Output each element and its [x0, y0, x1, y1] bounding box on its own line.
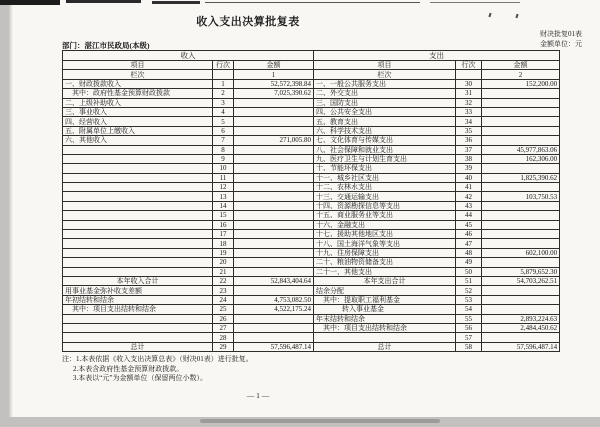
income-amount-cell: 52,572,398.84 — [234, 79, 314, 88]
expense-line-cell: 32 — [456, 98, 482, 107]
income-amount-cell — [234, 117, 314, 126]
expense-line-cell: 43 — [456, 201, 482, 210]
expense-line-cell: 33 — [456, 107, 482, 116]
expense-line-cell: 35 — [456, 126, 482, 135]
income-amount-cell — [234, 239, 314, 248]
expense-item-cell: 总计 — [314, 342, 456, 351]
table-row — [63, 276, 560, 285]
expense-line-cell: 47 — [456, 239, 482, 248]
income-line-cell: 28 — [213, 333, 234, 342]
table-row — [63, 211, 560, 220]
expense-line-cell: 53 — [456, 295, 482, 304]
scan-artifact — [152, 1, 200, 4]
expense-amount-cell: 45,977,863.06 — [482, 145, 560, 154]
expense-item-cell: 六、科学技术支出 — [314, 126, 456, 135]
income-item-cell — [63, 230, 213, 239]
income-line-cell: 19 — [213, 248, 234, 257]
income-item-cell: 其中：政府性基金预算财政拨款 — [63, 89, 213, 98]
income-line-header: 行次 — [213, 61, 234, 70]
expense-line-cell: 38 — [456, 154, 482, 163]
table-row — [63, 220, 560, 229]
amount-unit-label: 金额单位：元 — [540, 40, 582, 48]
expense-item-cell: 其中：提取职工福利基金 — [314, 295, 456, 304]
income-amount-cell — [234, 248, 314, 257]
expense-item-cell: 八、社会保障和就业支出 — [314, 145, 456, 154]
scan-artifact — [0, 0, 60, 5]
table-row — [63, 314, 560, 323]
scan-artifact — [66, 0, 141, 3]
income-line-cell: 14 — [213, 201, 234, 210]
expense-line-cell: 36 — [456, 136, 482, 145]
table-row — [63, 136, 560, 145]
income-line-cell: 24 — [213, 295, 234, 304]
income-amount-cell — [234, 126, 314, 135]
expense-line-cell: 57 — [456, 333, 482, 342]
income-amount-cell — [234, 211, 314, 220]
income-line-cell: 8 — [213, 145, 234, 154]
table-row — [63, 267, 560, 276]
expense-line-cell: 56 — [456, 323, 482, 332]
expense-item-cell: 十三、交通运输支出 — [314, 192, 456, 201]
income-item-cell: 总计 — [63, 342, 213, 351]
expense-item-cell: 十、节能环保支出 — [314, 164, 456, 173]
expense-colindex-blank — [456, 70, 482, 79]
expense-line-cell: 34 — [456, 117, 482, 126]
footnote-1: 注：1.本表依据《收入支出决算总表》（财决01表）进行批复。 — [62, 355, 253, 363]
paper-edge-shadow — [9, 0, 13, 417]
table-body — [63, 79, 560, 351]
income-line-cell: 20 — [213, 258, 234, 267]
income-item-cell — [63, 314, 213, 323]
table-row — [63, 239, 560, 248]
income-item-cell — [63, 192, 213, 201]
expense-amount-cell — [482, 286, 560, 295]
expense-amount-cell — [482, 183, 560, 192]
expense-line-cell: 55 — [456, 314, 482, 323]
expense-line-cell: 40 — [456, 173, 482, 182]
expense-line-cell: 49 — [456, 258, 482, 267]
expense-item-cell: 二、外交支出 — [314, 89, 456, 98]
expense-item-cell: 十六、金融支出 — [314, 220, 456, 229]
income-item-cell — [63, 239, 213, 248]
table-row — [63, 323, 560, 332]
table-row — [63, 305, 560, 314]
income-amount-cell — [234, 154, 314, 163]
expense-amount-cell: 162,306.00 — [482, 154, 560, 163]
expense-line-cell: 42 — [456, 192, 482, 201]
expense-item-cell: 本年支出合计 — [314, 276, 456, 285]
table-row — [63, 89, 560, 98]
income-item-cell: 本年收入合计 — [63, 276, 213, 285]
income-colindex-value: 1 — [234, 70, 314, 79]
expense-line-cell: 45 — [456, 220, 482, 229]
expense-amount-cell — [482, 258, 560, 267]
expense-amount-cell — [482, 117, 560, 126]
footnote-2: 2.本表含政府性基金预算财政拨款。 — [73, 364, 184, 373]
expense-line-header: 行次 — [456, 61, 482, 70]
expense-amount-cell: 103,750.53 — [482, 192, 560, 201]
column-index-row — [63, 70, 560, 79]
income-amount-cell — [234, 145, 314, 154]
department-label: 部门：湛江市民政局(本级) — [62, 41, 150, 50]
expense-amount-cell: 2,893,224.63 — [482, 314, 560, 323]
income-item-cell — [63, 154, 213, 163]
income-amount-cell — [234, 286, 314, 295]
income-item-cell: 四、经营收入 — [63, 117, 213, 126]
income-amount-cell — [234, 164, 314, 173]
expense-amount-cell: 602,100.00 — [482, 248, 560, 257]
income-amount-cell: 271,005.80 — [234, 136, 314, 145]
income-amount-cell — [234, 201, 314, 210]
income-line-cell: 18 — [213, 239, 234, 248]
expense-item-cell: 十九、住房保障支出 — [314, 248, 456, 257]
expense-amount-cell: 57,596,487.14 — [482, 342, 560, 351]
income-item-cell — [63, 164, 213, 173]
table-row — [63, 286, 560, 295]
income-amount-cell — [234, 314, 314, 323]
expense-colindex-label: 栏次 — [314, 70, 456, 79]
expense-item-cell: 结余分配 — [314, 286, 456, 295]
income-line-cell: 27 — [213, 323, 234, 332]
table-row — [63, 230, 560, 239]
expense-amount-cell — [482, 98, 560, 107]
income-amount-cell: 4,522,175.24 — [234, 305, 314, 314]
expense-line-cell: 50 — [456, 267, 482, 276]
expense-amount-cell — [482, 239, 560, 248]
income-item-cell — [63, 183, 213, 192]
income-line-cell: 17 — [213, 230, 234, 239]
expense-line-cell: 51 — [456, 276, 482, 285]
expense-line-cell: 46 — [456, 230, 482, 239]
expense-amount-cell — [482, 230, 560, 239]
income-line-cell: 15 — [213, 211, 234, 220]
income-amount-cell — [234, 107, 314, 116]
table-column-header-row — [63, 61, 560, 70]
table-row — [63, 98, 560, 107]
expense-line-cell: 39 — [456, 164, 482, 173]
expense-amount-cell — [482, 211, 560, 220]
expense-item-cell: 十七、援助其他地区支出 — [314, 230, 456, 239]
income-amount-cell — [234, 220, 314, 229]
expense-item-cell: 十五、商业服务业等支出 — [314, 211, 456, 220]
expense-amount-cell — [482, 107, 560, 116]
income-item-cell — [63, 145, 213, 154]
table-row — [63, 107, 560, 116]
expense-item-cell: 二十一、其他支出 — [314, 267, 456, 276]
budget-approval-table — [62, 50, 560, 352]
income-line-cell: 23 — [213, 286, 234, 295]
expense-amount-cell — [482, 136, 560, 145]
expense-item-cell: 十一、城乡社区支出 — [314, 173, 456, 182]
income-amount-cell — [234, 267, 314, 276]
income-item-cell: 年初结转和结余 — [63, 295, 213, 304]
table-section-header-row — [63, 51, 560, 61]
page-number: — 1 — — [246, 391, 270, 400]
income-item-cell: 二、上级补助收入 — [63, 98, 213, 107]
income-item-cell: 六、其他收入 — [63, 136, 213, 145]
expense-item-cell: 其中：项目支出结转和结余 — [314, 323, 456, 332]
income-line-cell: 10 — [213, 164, 234, 173]
table-row — [63, 173, 560, 182]
expense-line-cell: 30 — [456, 79, 482, 88]
income-colindex-label: 栏次 — [63, 70, 213, 79]
income-amount-cell: 7,025,390.62 — [234, 89, 314, 98]
table-row — [63, 79, 560, 88]
scan-artifact — [200, 419, 440, 423]
expense-amount-cell — [482, 201, 560, 210]
expense-item-cell: 七、文化体育与传媒支出 — [314, 136, 456, 145]
income-item-cell — [63, 211, 213, 220]
table-row — [63, 248, 560, 257]
footnote-3: 3.本表以“元”为金额单位（保留两位小数）。 — [73, 374, 207, 383]
table-row — [63, 183, 560, 192]
expense-line-cell: 54 — [456, 305, 482, 314]
expense-amount-cell — [482, 220, 560, 229]
expense-item-cell — [314, 333, 456, 342]
income-item-cell: 一、财政拨款收入 — [63, 79, 213, 88]
expense-line-cell: 52 — [456, 286, 482, 295]
income-line-cell: 5 — [213, 117, 234, 126]
income-item-cell — [63, 333, 213, 342]
footnotes — [62, 355, 253, 384]
income-item-cell — [63, 248, 213, 257]
expense-amount-cell — [482, 295, 560, 304]
income-item-cell — [63, 323, 213, 332]
expense-amount-cell: 1,825,390.62 — [482, 173, 560, 182]
income-amount-cell: 57,596,487.14 — [234, 342, 314, 351]
expense-line-cell: 31 — [456, 89, 482, 98]
expense-line-cell: 37 — [456, 145, 482, 154]
expense-amount-cell: 152,200.00 — [482, 79, 560, 88]
scan-artifact — [430, 2, 520, 3]
expense-amount-header: 金额 — [482, 61, 560, 70]
income-amount-cell — [234, 192, 314, 201]
income-item-cell — [63, 173, 213, 182]
income-line-cell: 6 — [213, 126, 234, 135]
income-item-cell: 其中：项目支出结转和结余 — [63, 305, 213, 314]
income-amount-cell: 52,843,404.64 — [234, 276, 314, 285]
income-amount-cell — [234, 333, 314, 342]
expense-line-cell: 48 — [456, 248, 482, 257]
expense-item-cell: 年末结转和结余 — [314, 314, 456, 323]
income-item-cell — [63, 267, 213, 276]
expense-item-cell: 四、公共安全支出 — [314, 107, 456, 116]
expense-item-cell: 一、一般公共服务支出 — [314, 79, 456, 88]
table-row — [63, 154, 560, 163]
income-line-cell: 22 — [213, 276, 234, 285]
expense-item-cell: 九、医疗卫生与计划生育支出 — [314, 154, 456, 163]
income-item-cell — [63, 201, 213, 210]
expense-amount-cell — [482, 126, 560, 135]
table-row — [63, 164, 560, 173]
expense-line-cell: 58 — [456, 342, 482, 351]
table-row — [63, 201, 560, 210]
expense-item-cell: 五、教育支出 — [314, 117, 456, 126]
income-line-cell: 11 — [213, 173, 234, 182]
income-line-cell: 16 — [213, 220, 234, 229]
income-item-header: 项目 — [63, 61, 213, 70]
income-colindex-blank — [213, 70, 234, 79]
expense-line-cell: 41 — [456, 183, 482, 192]
expense-item-cell: 十八、国土海洋气象等支出 — [314, 239, 456, 248]
income-line-cell: 9 — [213, 154, 234, 163]
expense-section-header: 支出 — [314, 51, 560, 61]
expense-amount-cell: 5,879,652.30 — [482, 267, 560, 276]
income-item-cell: 用事业基金弥补收支差额 — [63, 286, 213, 295]
table-row — [63, 126, 560, 135]
income-amount-cell — [234, 258, 314, 267]
expense-amount-cell: 54,703,262.51 — [482, 276, 560, 285]
expense-colindex-value: 2 — [482, 70, 560, 79]
table-row — [63, 342, 560, 351]
table-row — [63, 258, 560, 267]
income-line-cell: 21 — [213, 267, 234, 276]
income-item-cell: 三、事业收入 — [63, 107, 213, 116]
income-line-cell: 13 — [213, 192, 234, 201]
expense-amount-cell — [482, 89, 560, 98]
income-amount-cell — [234, 323, 314, 332]
income-line-cell: 29 — [213, 342, 234, 351]
expense-item-header: 项目 — [314, 61, 456, 70]
expense-amount-cell — [482, 333, 560, 342]
income-amount-header: 金额 — [234, 61, 314, 70]
income-line-cell: 25 — [213, 305, 234, 314]
expense-item-cell: 二十、粮油物资储备支出 — [314, 258, 456, 267]
income-amount-cell — [234, 98, 314, 107]
income-item-cell: 五、附属单位上缴收入 — [63, 126, 213, 135]
income-item-cell — [63, 258, 213, 267]
income-amount-cell — [234, 230, 314, 239]
expense-item-cell: 十四、资源勘探信息等支出 — [314, 201, 456, 210]
page-title: 收入支出决算批复表 — [196, 16, 300, 28]
expense-amount-cell — [482, 164, 560, 173]
income-line-cell: 3 — [213, 98, 234, 107]
table-row — [63, 145, 560, 154]
income-line-cell: 2 — [213, 89, 234, 98]
income-amount-cell — [234, 183, 314, 192]
income-amount-cell — [234, 173, 314, 182]
scan-artifact — [205, 2, 420, 3]
table-row — [63, 117, 560, 126]
income-section-header: 收入 — [63, 51, 314, 61]
income-line-cell: 1 — [213, 79, 234, 88]
expense-item-cell: 十二、农林水支出 — [314, 183, 456, 192]
expense-item-cell: 三、国防支出 — [314, 98, 456, 107]
expense-item-cell: 转入事业基金 — [314, 305, 456, 314]
expense-amount-cell — [482, 305, 560, 314]
income-line-cell: 12 — [213, 183, 234, 192]
income-amount-cell: 4,753,082.50 — [234, 295, 314, 304]
table-row — [63, 333, 560, 342]
income-item-cell — [63, 220, 213, 229]
table-row — [63, 192, 560, 201]
form-code-label: 财决批复01表 — [540, 30, 582, 38]
expense-amount-cell: 2,484,450.62 — [482, 323, 560, 332]
income-line-cell: 26 — [213, 314, 234, 323]
income-line-cell: 7 — [213, 136, 234, 145]
expense-line-cell: 44 — [456, 211, 482, 220]
table-row — [63, 295, 560, 304]
income-line-cell: 4 — [213, 107, 234, 116]
